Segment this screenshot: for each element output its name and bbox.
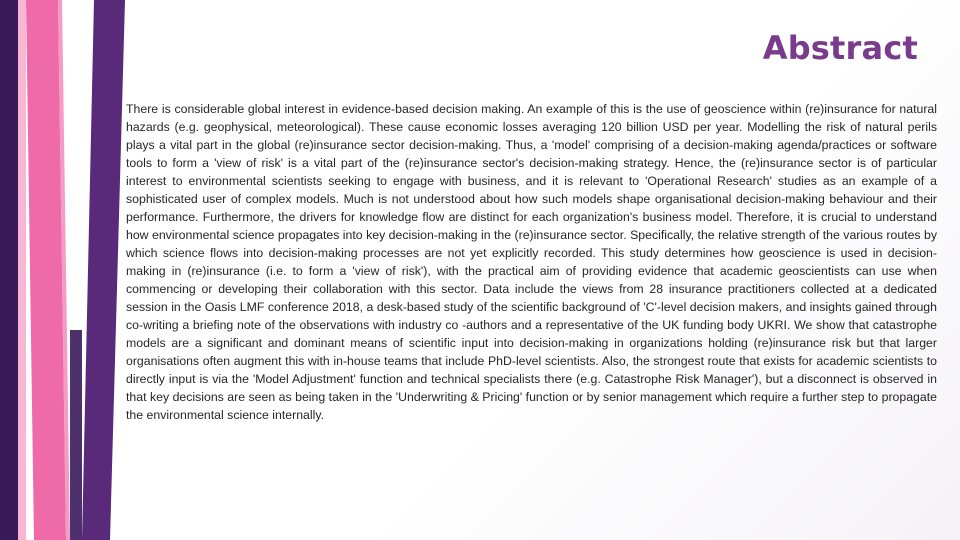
mid-purple-stripe <box>82 0 125 540</box>
dark-purple-stripe <box>0 0 18 540</box>
light-pink-stripe <box>18 0 26 540</box>
abstract-text: There is considerable global interest in evidence-based decision making. An example of this is the use of geoscience within (re)insurance for natural hazards (e.g. geophysical, meteorological). These cause economic losses averaging 120 billion USD per year. Modelling the risk of natural perils plays a vital part in the global (re)insurance sector decision-making. Thus, a 'model' comprising of a decision-making agenda/practices or software tools to form a 'view of risk' is a vital part of the (re)insurance sector's decision-making strategy. Hence, the (re)insurance sector is of particular interest to environmental scientists seeking to engage with business, and it is relevant to 'Operational Research' studies as an example of a sophisticated user of complex models. Much is not understood about how such models shape organisational decision-making behaviour and their performance. Furthermore, the drivers for knowledge flow are distinct for each organization's business model. Therefore, it is crucial to understand how environmental science propagates into key decision-making in the (re)insurance sector. Specifically, the relative strength of the various routes by which science flows into decision-making processes are not yet explicitly recorded. This study determines how geoscience is used in decision-making in (re)insurance (i.e. to form a 'view of risk'), with the practical aim of providing evidence that academic geoscientists can use when commencing or developing their collaboration with this sector. Data include the views from 28 insurance practitioners collected at a dedicated session in the Oasis LMF conference 2018, a desk-based study of the scientific background of 'C'-level decision makers, and insights gained through co-writing a briefing note of the observations with industry co -authors and a representative of the UK funding body UKRI. We show that catastrophe models are a significant and dominant means of scientific input into decision-making in organizations holding (re)insurance risk but that larger organisations often augment this with in-house teams that include PhD-level scientists. Also, the strongest route that exists for academic scientists to directly input is via the 'Model Adjustment' function and technical specialists there (e.g. Catastrophe Risk Manager'), but a disconnect is observed in that key decisions are seen as being taken in the 'Underwriting & Pricing' function or by senior management which require a further step to propagate the environmental science internally. <box>126 102 937 422</box>
left-decorative-stripes <box>0 0 130 540</box>
slide-title: Abstract <box>762 29 918 67</box>
